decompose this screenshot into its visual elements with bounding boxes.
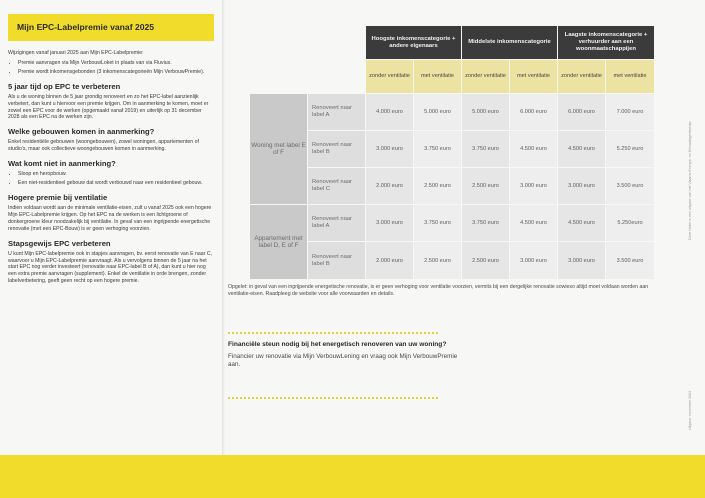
value-cell: 5.000 euro	[414, 94, 461, 130]
subheader-cell: met ventilatie	[510, 60, 557, 93]
subheader-cell: met ventilatie	[606, 60, 654, 93]
paragraph-ventilation: Indien voldaan wordt aan de minimale ventilatie-eisen, zult u vanaf 2025 ook een hogere Mijn EPC-Labelpremie krijgen. Op het EPC na de werken is een lichtgroene of donkergroene kleur noodzakelijk bij ventilatie. In geval van een ingrijpende energetische renovatie (met een EPC-Bouw) is er geen verhoging voorzien.	[8, 204, 212, 232]
paragraph-stepwise: U kunt Mijn EPC-labelpremie ook in stapjes aanvragen, bv. eerst renovatie van E naar C, waarvoor u Mijn EPC-Labelpremie aanvraagt. Als u vervolgens binnen de 5 jaar na het start EPC nog verder investeert (renovatie naar EPC-label B of A), dan kunt u hier nog een extra premie aanvragen (supplement). Enkel de ventilatie in orde brengen, zonder labelverbetering, geeft geen recht op een hogere premie.	[8, 250, 213, 285]
financing-text: Financier uw renovatie via Mijn VerbouwLening en vraag ook Mijn VerbouwPremie aan.	[228, 352, 458, 368]
value-cell: 4.500 euro	[510, 131, 557, 167]
not-eligible-list	[8, 171, 214, 187]
value-cell: 3.000 euro	[558, 242, 605, 279]
subheader-cell: zonder ventilatie	[462, 60, 509, 93]
value-cell: 3.000 euro	[366, 205, 413, 241]
value-cell: 5.250euro	[606, 205, 654, 241]
premium-banner: Mijn EPC-Labelpremie vanaf 2025	[8, 14, 214, 41]
subheader-cell: zonder ventilatie	[366, 60, 413, 93]
side-note-bottom: Uitgave: november 2024	[688, 390, 692, 430]
intro-bullet-1: • Premie aanvragen via Mijn VerbouwLoket in plaats van via Fluvius.	[18, 60, 214, 67]
category-header-middle: Middelste inkomenscategorie	[462, 26, 557, 59]
group-label-apartment: Appartement met label D, E of F	[250, 205, 307, 279]
paragraph-5-years: Als u de woning binnen de 5 jaar grondig renoveert en zo het EPC-label aanzienlijk verbetert, dan kunt u hiervoor een premie krijgen. Om in aanmerking te komen, moet er zowel een EPC voor de werken (opgemaakt vanaf 2019) en uiterlijk op 31 december 2028 als een EPC na de werken zijn.	[8, 93, 209, 121]
value-cell: 5.000 euro	[462, 94, 509, 130]
ventilation-footnote: Opgelet: in geval van een ingrijpende energetische renovatie, is er geen verhoging voor ventilatie voorzien, vermits bij een dergelijke renovatie sowieso altijd moet voldaan worden aan ventilatie-eisen. Raadpleeg de website voor alle voorwaarden en details.	[228, 284, 649, 297]
heading-stepwise: Stapsgewijs EPC verbeteren	[8, 238, 111, 248]
value-cell: 4.500 euro	[558, 131, 605, 167]
value-cell: 4.500 euro	[558, 205, 605, 241]
left-column	[8, 14, 214, 288]
value-cell: 3.750 euro	[462, 131, 509, 167]
intro-bullet-2: • Premie wordt inkomensgebonden (3 inkomenscategorieën Mijn VerbouwPremie).	[18, 69, 214, 76]
value-cell: 2.500 euro	[462, 168, 509, 204]
category-header-lowest: Laagste inkomenscategorie + verhuurder aan een woonmaatschappijen	[558, 26, 654, 59]
value-cell: 4.500 euro	[510, 205, 557, 241]
side-note-top: Deze folder is een uitgave van het Vlaams Energie- en Klimaatagentschap	[688, 121, 692, 240]
not-eligible-bullet-1: • Sloop en heropbouw.	[18, 171, 214, 178]
row-label-house-c: Renoveert naar label C	[308, 168, 365, 204]
value-cell: 3.000 euro	[510, 168, 557, 204]
row-label-apartment-a: Renoveert naar label A	[308, 205, 365, 241]
subheader-cell: met ventilatie	[414, 60, 461, 93]
value-cell: 6.000 euro	[558, 94, 605, 130]
value-cell: 3.000 euro	[510, 242, 557, 279]
value-cell: 2.500 euro	[414, 168, 461, 204]
heading-not-eligible: Wat komt niet in aanmerking?	[8, 159, 116, 169]
row-label-house-b: Renoveert naar label B	[308, 131, 365, 167]
value-cell: 3.750 euro	[462, 205, 509, 241]
row-label-house-a: Renoveert naar label A	[308, 94, 365, 130]
value-cell: 3.000 euro	[558, 168, 605, 204]
not-eligible-bullet-2: • Een niet-residentieel gebouw dat wordt verbouwd naar een residentieel gebouw.	[18, 180, 214, 187]
heading-ventilation: Hogere premie bij ventilatie	[8, 192, 108, 202]
heading-5-years: 5 jaar tijd op EPC te verbeteren	[8, 81, 121, 91]
value-cell: 3.000 euro	[366, 131, 413, 167]
intro-text: Wijzigingen vanaf januari 2025 aan Mijn EPC-Labelpremie:	[8, 50, 144, 56]
intro-list	[8, 60, 214, 76]
financing-block	[228, 341, 458, 370]
value-cell: 2.500 euro	[462, 242, 509, 279]
category-header-highest: Hoogste inkomenscategorie + andere eigenaars	[366, 26, 461, 59]
heading-eligible-buildings: Welke gebouwen komen in aanmerking?	[8, 127, 155, 137]
value-cell: 4.000 euro	[366, 94, 413, 130]
value-cell: 3.500 euro	[606, 168, 654, 204]
value-cell: 3.750 euro	[414, 131, 461, 167]
paragraph-eligible-buildings: Enkel residentiële gebouwen (woongebouwen), zowel woningen, appartementen of studio's, maar ook collectieve woongebouwen komen in aanmerking.	[8, 139, 199, 153]
row-label-apartment-b: Renoveert naar label B	[308, 242, 365, 279]
value-cell: 2.000 euro	[366, 168, 413, 204]
value-cell: 6.000 euro	[510, 94, 557, 130]
value-cell: 2.500 euro	[414, 242, 461, 279]
value-cell: 7.000 euro	[606, 94, 654, 130]
yellow-footer-band	[0, 455, 705, 498]
value-cell: 3.750 euro	[414, 205, 461, 241]
group-label-house: Woning met label E of F	[250, 94, 307, 204]
financing-title: Financiële steun nodig bij het energetisch renoveren van uw woning?	[228, 341, 447, 348]
dotted-divider-top	[228, 332, 438, 334]
subheader-cell: zonder ventilatie	[558, 60, 605, 93]
value-cell: 5.250 euro	[606, 131, 654, 167]
fold-shadow	[222, 0, 225, 455]
value-cell: 2.000 euro	[366, 242, 413, 279]
value-cell: 3.500 euro	[606, 242, 654, 279]
dotted-divider-bottom	[228, 397, 438, 399]
